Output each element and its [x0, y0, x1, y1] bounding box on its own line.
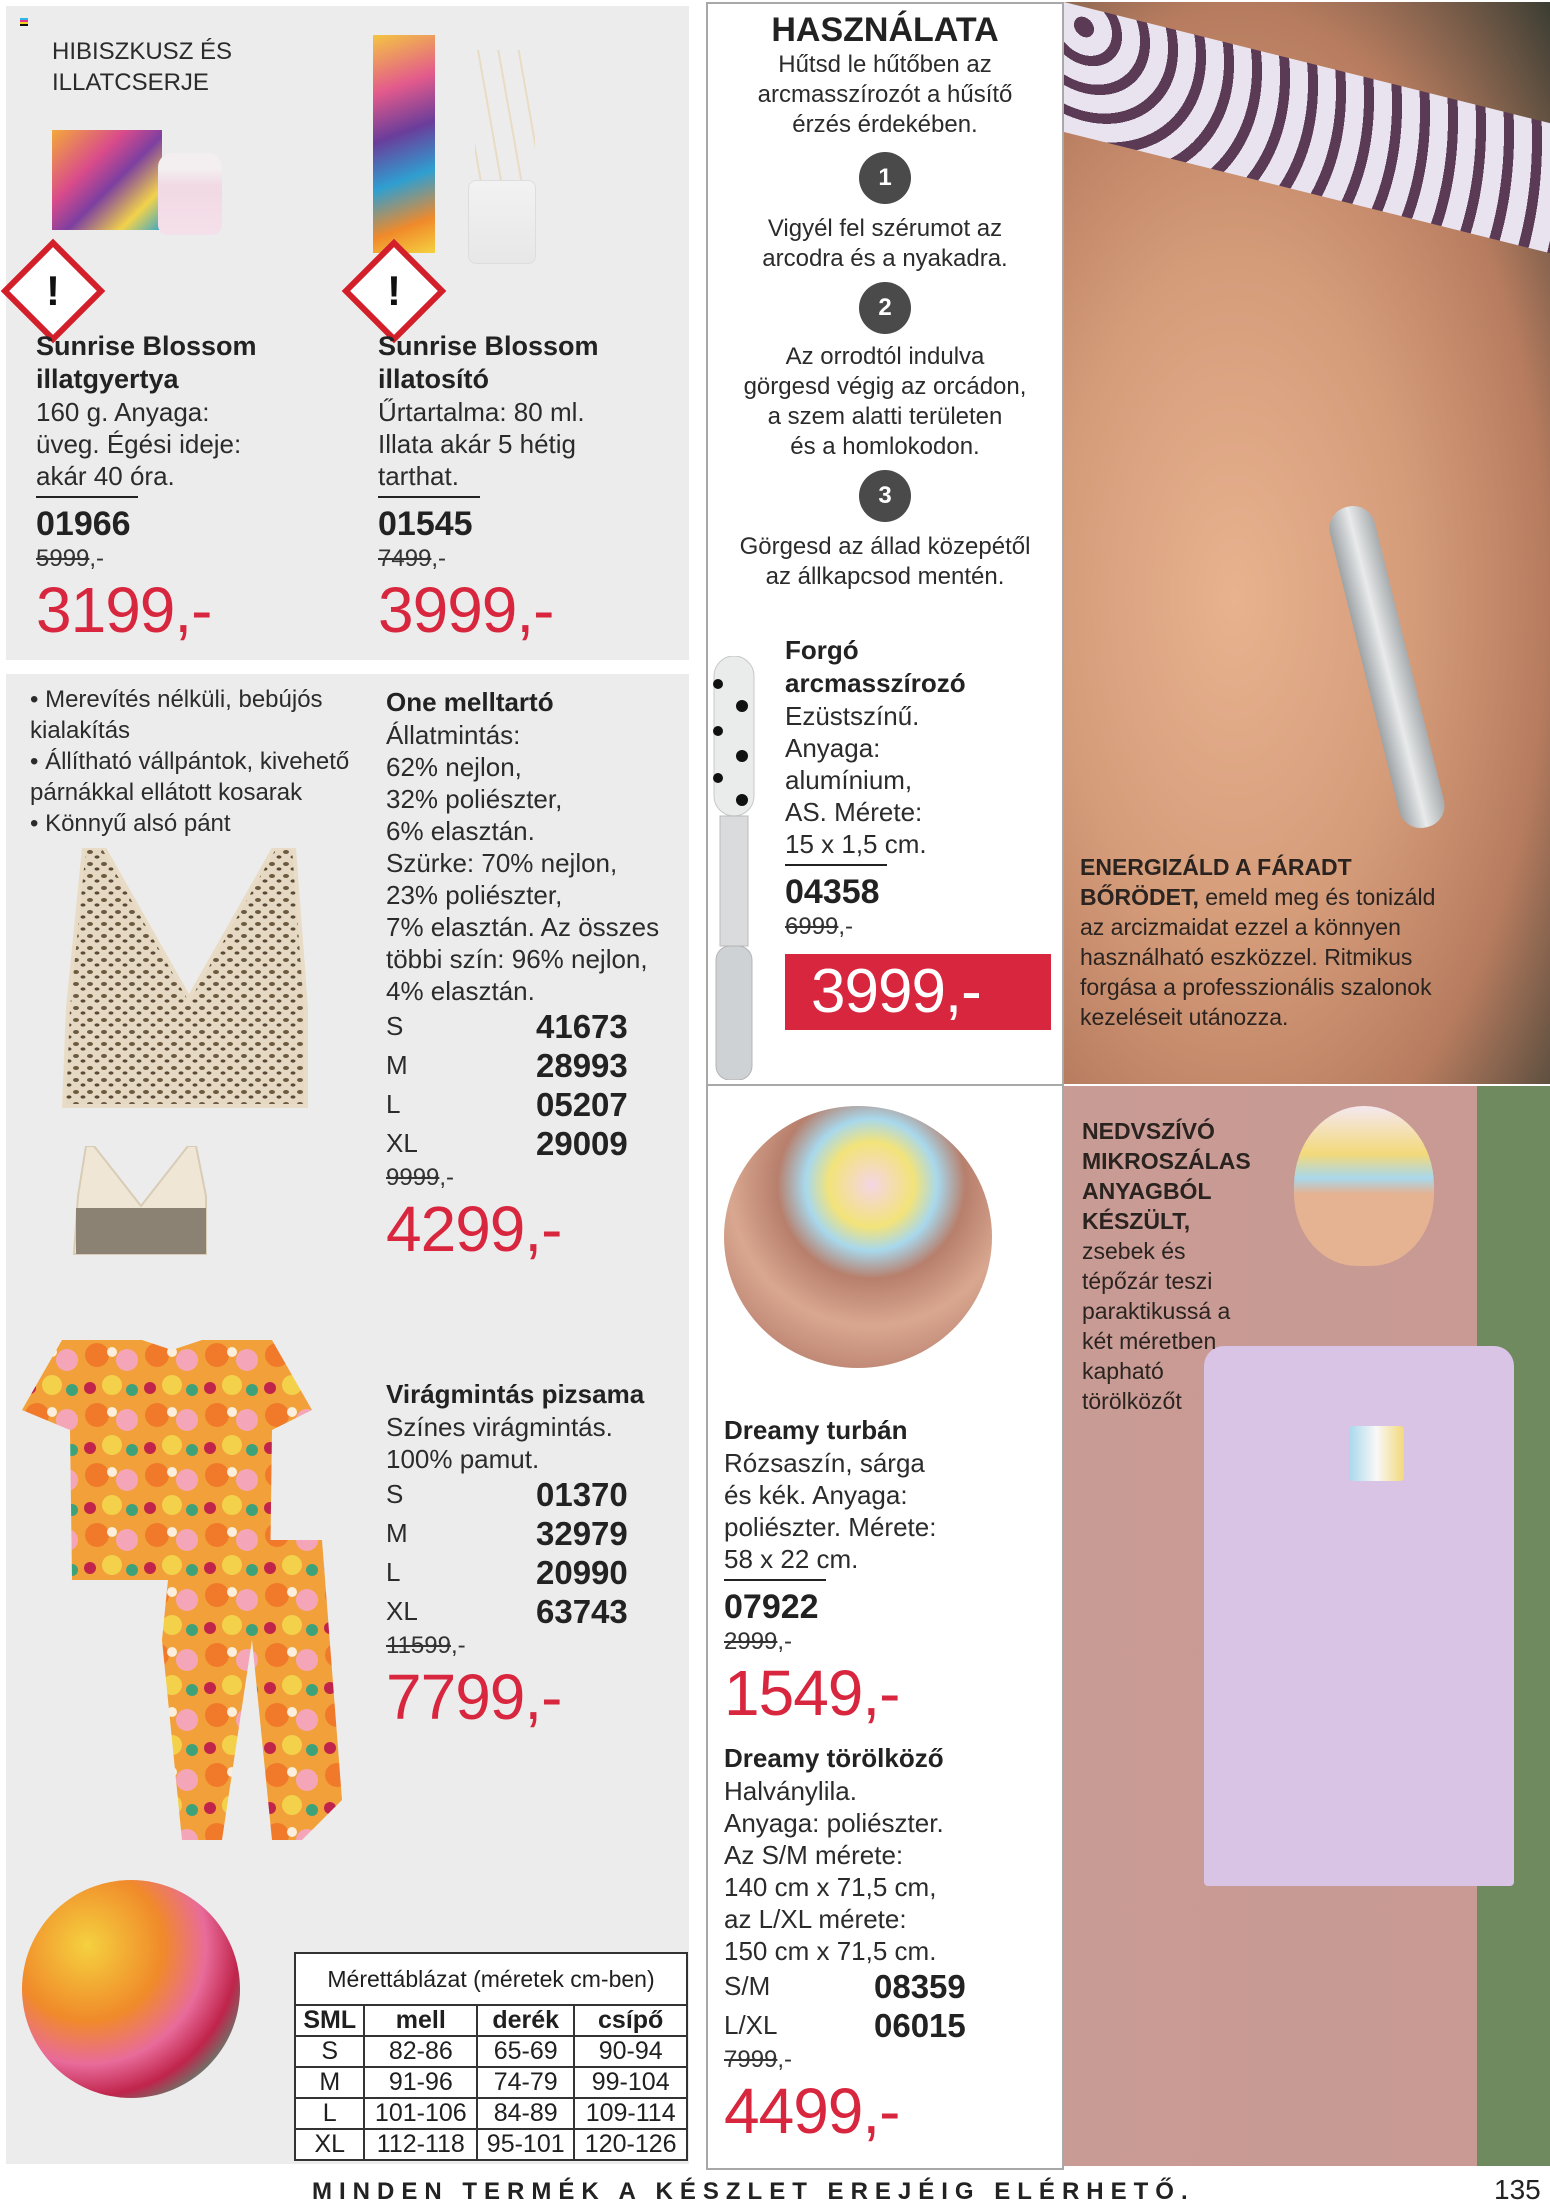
table-row: XL 112-118 95-101 120-126 — [295, 2129, 687, 2160]
bra-grey-variant-image — [66, 1146, 216, 1256]
sale-price-badge — [785, 954, 1051, 1030]
product-title: One melltartó — [386, 687, 554, 717]
sale-price: 1549,- — [724, 1657, 900, 1729]
size-row: L 20990 — [386, 1554, 628, 1591]
product-code: 07922 — [724, 1588, 819, 1626]
product-code: 01966 — [36, 505, 131, 543]
facial-roller-image — [706, 656, 762, 1080]
product-title: Dreamy törölköző — [724, 1743, 944, 1773]
old-price: 6999,- — [785, 913, 854, 940]
facial-roller-illustration — [706, 656, 762, 1080]
size-code-list — [386, 1475, 686, 1631]
sale-price: 3199,- — [36, 574, 212, 646]
towel-product: Dreamy törölköző Halványlila. Anyaga: poliészter. Az S/M mérete: 140 cm x 71,5 cm, az L/XL mérete: 150 cm x 71,5 cm. S/M 08359 L/XL 06015 7999,- 4499,- — [724, 1742, 1054, 2147]
grey-bra-illustration — [66, 1146, 216, 1256]
bra-product: One melltartó Állatmintás: 62% nejlon, 32% poliészter, 6% elasztán. Szürke: 70% nejlon, 23% poliészter, 7% elasztán. Az összes többi szín: 96% nejlon, 4% elasztán. S 41673 M 28993 L 05207 XL 29009 9999,- 4299,- — [386, 686, 686, 1265]
product-title: Virágmintás pizsama — [386, 1379, 645, 1409]
product-title: Sunrise Blossom — [36, 331, 257, 361]
product-title: Sunrise Blossom — [378, 331, 599, 361]
sale-price: 3999,- — [811, 957, 981, 1026]
model-head-turban — [1294, 1106, 1434, 1266]
divider — [724, 1579, 826, 1581]
size-row: M 28993 — [386, 1047, 628, 1084]
roller-in-hand — [1325, 501, 1449, 832]
size-code-list — [386, 1007, 686, 1163]
mug — [1349, 1426, 1404, 1481]
bra-image — [44, 848, 334, 1108]
size-row: M 32979 — [386, 1515, 628, 1552]
fabric-swatch-image — [22, 1880, 240, 2098]
size-row: XL 63743 — [386, 1593, 628, 1630]
product-title: illatgyertya — [36, 364, 179, 394]
size-row: L 05207 — [386, 1086, 628, 1123]
size-row: L/XL 06015 — [724, 2007, 966, 2044]
old-price: 2999,- — [724, 1628, 793, 1655]
product-code: 04358 — [785, 873, 880, 911]
table-row: L 101-106 84-89 109-114 — [295, 2098, 687, 2129]
diffuser-product: Sunrise Blossom illatosító Űrtartalma: 80 ml. Illata akár 5 hétig tarthat. 01545 7499,- 3999,- — [378, 330, 678, 646]
hazard-warning-icon: ! — [1, 239, 106, 344]
sale-price: 4299,- — [386, 1193, 562, 1265]
table-row: M 91-96 74-79 99-104 — [295, 2067, 687, 2098]
old-price: 5999,- — [36, 545, 105, 572]
sale-price: 3999,- — [378, 574, 554, 646]
old-price: 9999,- — [386, 1164, 455, 1191]
towel-promo-text: NEDVSZÍVÓ MIKROSZÁLAS ANYAGBÓL KÉSZÜLT, zsebek és tépőzár teszi paraktikussá a két méretben kapható törölközőt — [1082, 1118, 1251, 1414]
product-title: illatosító — [378, 364, 490, 394]
turban-product: Dreamy turbán Rózsaszín, sárga és kék. Anyaga: poliészter. Mérete: 58 x 22 cm. 07922 2999,- 1549,- — [724, 1414, 1054, 1729]
feature-item: • Merevítés nélküli, bebújós kialakítás — [30, 686, 323, 744]
old-price: 7999,- — [724, 2046, 793, 2073]
roller-promo-text: ENERGIZÁLD A FÁRADT BŐRÖDET, emeld meg és tonizáld az arcizmaidat ezzel a könnyen használható eszközzel. Ritmikus forgása a professzionális szalonok kezeléseit utánozza. — [1080, 854, 1436, 1030]
size-code-list — [724, 1967, 1054, 2045]
diffuser-reeds — [475, 50, 535, 200]
bra-feature-list — [30, 684, 370, 839]
roller-product: Forgó arcmasszírozó Ezüstszínű. Anyaga: alumínium, AS. Mérete: 15 x 1,5 cm. 04358 6999,- — [785, 634, 1055, 942]
feature-item: • Állítható vállpántok, kivehető párnákkal ellátott kosarak — [30, 748, 350, 806]
floral-pyjama-illustration — [22, 1340, 352, 1870]
candle-product: Sunrise Blossom illatgyertya 160 g. Anyaga: üveg. Égési ideje: akár 40 óra. 01966 5999,- 3199,- — [36, 330, 336, 646]
pyjama-image — [22, 1340, 352, 1870]
candle-jar — [158, 153, 222, 235]
pyjama-product: Virágmintás pizsama Színes virágmintás. 100% pamut. S 01370 M 32979 L 20990 XL 63743 11599,- 7799,- — [386, 1378, 686, 1733]
product-code: 01545 — [378, 505, 473, 543]
fragrance-heading: HIBISZKUSZ ÉS ILLATCSERJE — [52, 38, 233, 96]
candle-gift-box — [52, 130, 162, 230]
feature-item: • Könnyű alsó pánt — [30, 810, 231, 837]
divider — [36, 496, 138, 498]
page-number: 135 — [1494, 2174, 1541, 2205]
size-chart-header: SML mell derék csípő — [295, 2005, 687, 2036]
leopard-headscarf — [1064, 2, 1550, 253]
usage-heading: HASZNÁLATA — [771, 11, 999, 49]
diffuser-gift-box — [373, 35, 435, 253]
leopard-bra-illustration — [44, 848, 334, 1108]
sale-price: 7799,- — [386, 1661, 562, 1733]
size-row: S/M 08359 — [724, 1968, 966, 2005]
product-title: Dreamy turbán — [724, 1415, 908, 1445]
step-number-badge: 1 — [859, 152, 911, 204]
availability-footer-note: MINDEN TERMÉK A KÉSZLET EREJÉIG ELÉRHETŐ. — [312, 2178, 1195, 2205]
turban-lifestyle-image — [724, 1106, 992, 1368]
step-number-badge: 3 — [859, 470, 911, 522]
divider — [378, 496, 480, 498]
old-price: 11599,- — [386, 1632, 466, 1659]
size-row: XL 29009 — [386, 1125, 628, 1162]
sale-price: 4499,- — [724, 2075, 900, 2147]
size-chart-caption: Mérettáblázat (méretek cm-ben) — [295, 1953, 687, 2005]
size-row: S 41673 — [386, 1008, 628, 1045]
print-color-marks — [20, 18, 28, 28]
diffuser-bottle — [468, 180, 536, 264]
hazard-warning-icon: ! — [342, 239, 447, 344]
table-row: S 82-86 65-69 90-94 — [295, 2036, 687, 2067]
product-title: arcmasszírozó — [785, 668, 966, 698]
size-chart-table — [294, 1952, 688, 2161]
usage-instructions: HASZNÁLATA Hűtsd le hűtőben az arcmasszírozót a hűsítő érzés érdekében. 1 Vigyél fel szérumot az arcodra és a nyakadra. 2 Az orrodtól indulva görgesd végig az orcádon, a szem alatti területen és a homlokodon. 3 Görgesd az állad közepétől az állkapcsod mentén. — [708, 10, 1062, 592]
step-number-badge: 2 — [859, 282, 911, 334]
product-title: Forgó — [785, 635, 859, 665]
old-price: 7499,- — [378, 545, 447, 572]
size-row: S 01370 — [386, 1476, 628, 1513]
divider — [785, 864, 887, 866]
